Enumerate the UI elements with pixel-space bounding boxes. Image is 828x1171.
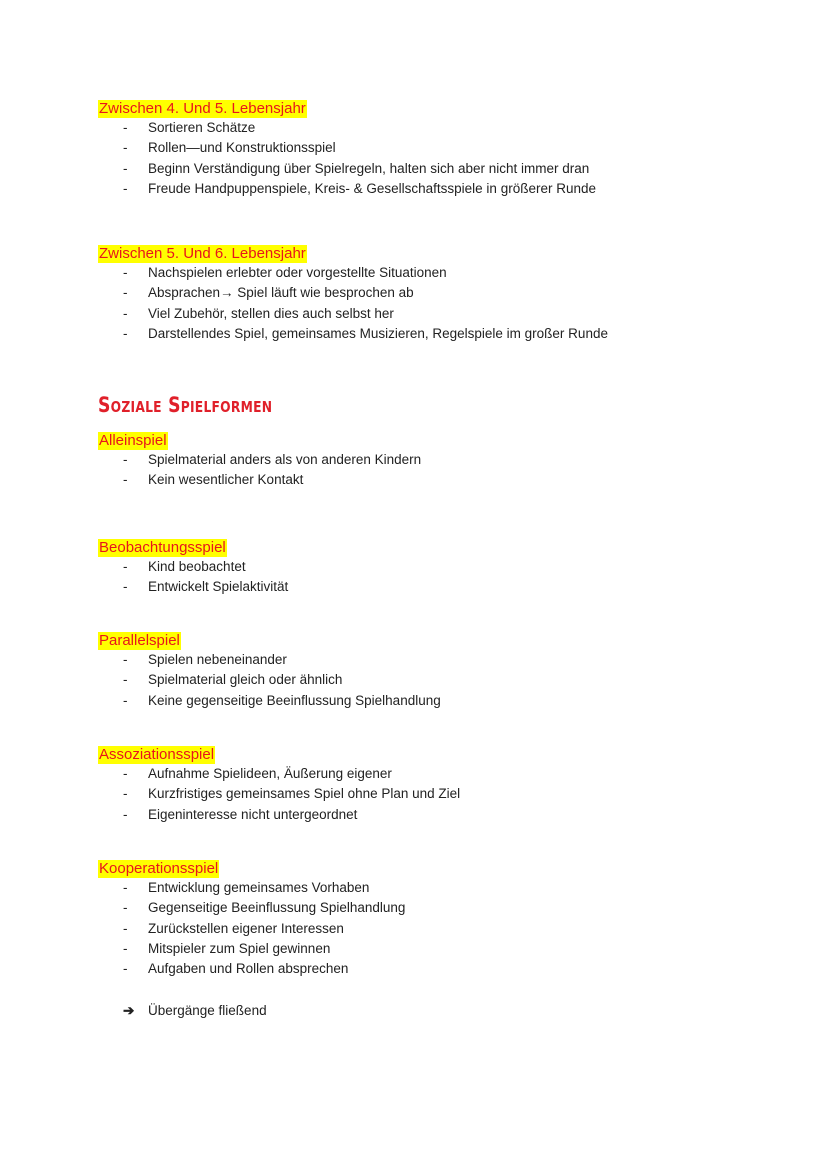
list-item	[98, 283, 608, 303]
section	[98, 245, 608, 344]
list-item	[98, 805, 460, 825]
section-heading: Assoziationsspiel	[99, 746, 215, 763]
dash-bullet: -	[123, 766, 128, 781]
note-text: Übergänge fließend	[148, 1003, 267, 1018]
bullet-list	[98, 450, 421, 491]
list-item-text: Zurückstellen eigener Interessen	[148, 920, 344, 936]
list-item-text: Mitspieler zum Spiel gewinnen	[148, 940, 331, 956]
dash-bullet: -	[123, 579, 128, 595]
list-item	[98, 324, 608, 344]
list-item	[98, 650, 441, 670]
section	[98, 100, 596, 199]
list-item-text: Keine gegenseitige Beeinflussung Spielhandlung	[148, 692, 441, 708]
section-heading: Beobachtungsspiel	[99, 539, 226, 556]
list-item	[98, 118, 596, 138]
bullet-list	[98, 118, 596, 199]
bullet-list	[98, 557, 288, 598]
list-item	[98, 919, 405, 939]
list-item-text: Gegenseitige Beeinflussung Spielhandlung	[148, 900, 406, 916]
list-item-text: Kein wesentlicher Kontakt	[148, 472, 304, 488]
dash-bullet: -	[123, 559, 128, 574]
dash-bullet: -	[123, 120, 128, 135]
bullet-list	[98, 764, 460, 825]
list-item	[98, 159, 596, 179]
list-item	[98, 898, 405, 918]
dash-bullet: -	[123, 472, 128, 488]
list-item-text: Eigeninteresse nicht untergeordnet	[148, 806, 358, 822]
list-item	[98, 263, 608, 283]
list-item-text: Entwicklung gemeinsames Vorhaben	[148, 880, 370, 895]
list-item-text: Spielmaterial gleich oder ähnlich	[148, 672, 343, 688]
dash-bullet: -	[123, 325, 128, 341]
list-item	[98, 959, 405, 979]
section	[98, 746, 460, 825]
list-item	[98, 470, 421, 490]
section	[98, 539, 288, 598]
list-item-text: Darstellendes Spiel, gemeinsames Musizieren, Regelspiele im großer Runde	[148, 325, 608, 341]
section-heading: Zwischen 4. Und 5. Lebensjahr	[99, 100, 306, 117]
section	[98, 860, 405, 979]
dash-bullet: -	[123, 920, 128, 936]
bullet-list	[98, 263, 608, 344]
dash-bullet: -	[123, 940, 128, 956]
dash-bullet: -	[123, 652, 128, 667]
list-item	[98, 691, 441, 711]
dash-bullet: -	[123, 880, 128, 895]
list-item-text: Absprachen→ Spiel läuft wie besprochen ab	[148, 285, 414, 301]
list-item-text: Rollen—und Konstruktionsspiel	[148, 140, 336, 156]
dash-bullet: -	[123, 806, 128, 822]
list-item-text: Entwickelt Spielaktivität	[148, 579, 289, 595]
list-item-text: Spielen nebeneinander	[148, 652, 287, 667]
dash-bullet: -	[123, 140, 128, 156]
list-item	[98, 304, 608, 324]
list-item	[98, 577, 288, 597]
dash-bullet: -	[123, 900, 128, 916]
dash-bullet: -	[123, 672, 128, 688]
dash-bullet: -	[123, 180, 128, 196]
list-item-text: Freude Handpuppenspiele, Kreis- & Gesellschaftsspiele in größerer Runde	[148, 180, 596, 196]
dash-bullet: -	[123, 786, 128, 802]
list-item	[98, 557, 288, 577]
list-item-text: Beginn Verständigung über Spielregeln, halten sich aber nicht immer dran	[148, 160, 590, 176]
list-item-text: Nachspielen erlebter oder vorgestellte Situationen	[148, 265, 447, 280]
list-item	[98, 939, 405, 959]
list-item	[98, 450, 421, 470]
dash-bullet: -	[123, 285, 128, 301]
list-item-text: Kind beobachtet	[148, 559, 246, 574]
list-item-text: Sortieren Schätze	[148, 120, 256, 135]
list-item	[98, 670, 441, 690]
list-item-text: Aufnahme Spielideen, Äußerung eigener	[148, 766, 392, 781]
dash-bullet: -	[123, 305, 128, 321]
list-item	[98, 138, 596, 158]
dash-bullet: -	[123, 452, 128, 467]
list-item-text: Aufgaben und Rollen absprechen	[148, 961, 349, 977]
list-item	[98, 764, 460, 784]
section-heading: Kooperationsspiel	[99, 860, 219, 877]
dash-bullet: -	[123, 160, 128, 176]
section-heading: Zwischen 5. Und 6. Lebensjahr	[99, 245, 306, 262]
dash-bullet: -	[123, 961, 128, 977]
dash-bullet: -	[123, 265, 128, 280]
arrow-right-icon: ➔	[123, 1003, 135, 1018]
section-heading: Alleinspiel	[99, 432, 167, 449]
section-heading: Parallelspiel	[99, 632, 180, 649]
bullet-list	[98, 650, 441, 711]
dash-bullet: -	[123, 692, 128, 708]
list-item-text: Viel Zubehör, stellen dies auch selbst her	[148, 305, 394, 321]
note	[123, 1001, 267, 1021]
section-title: Soziale Spielformen	[98, 393, 273, 417]
list-item	[98, 878, 405, 898]
list-item	[98, 179, 596, 199]
list-item-text: Kurzfristiges gemeinsames Spiel ohne Plan und Ziel	[148, 786, 461, 802]
section	[98, 432, 421, 491]
section	[98, 632, 441, 711]
list-item	[98, 784, 460, 804]
list-item-text: Spielmaterial anders als von anderen Kindern	[148, 452, 422, 467]
bullet-list	[98, 878, 405, 979]
